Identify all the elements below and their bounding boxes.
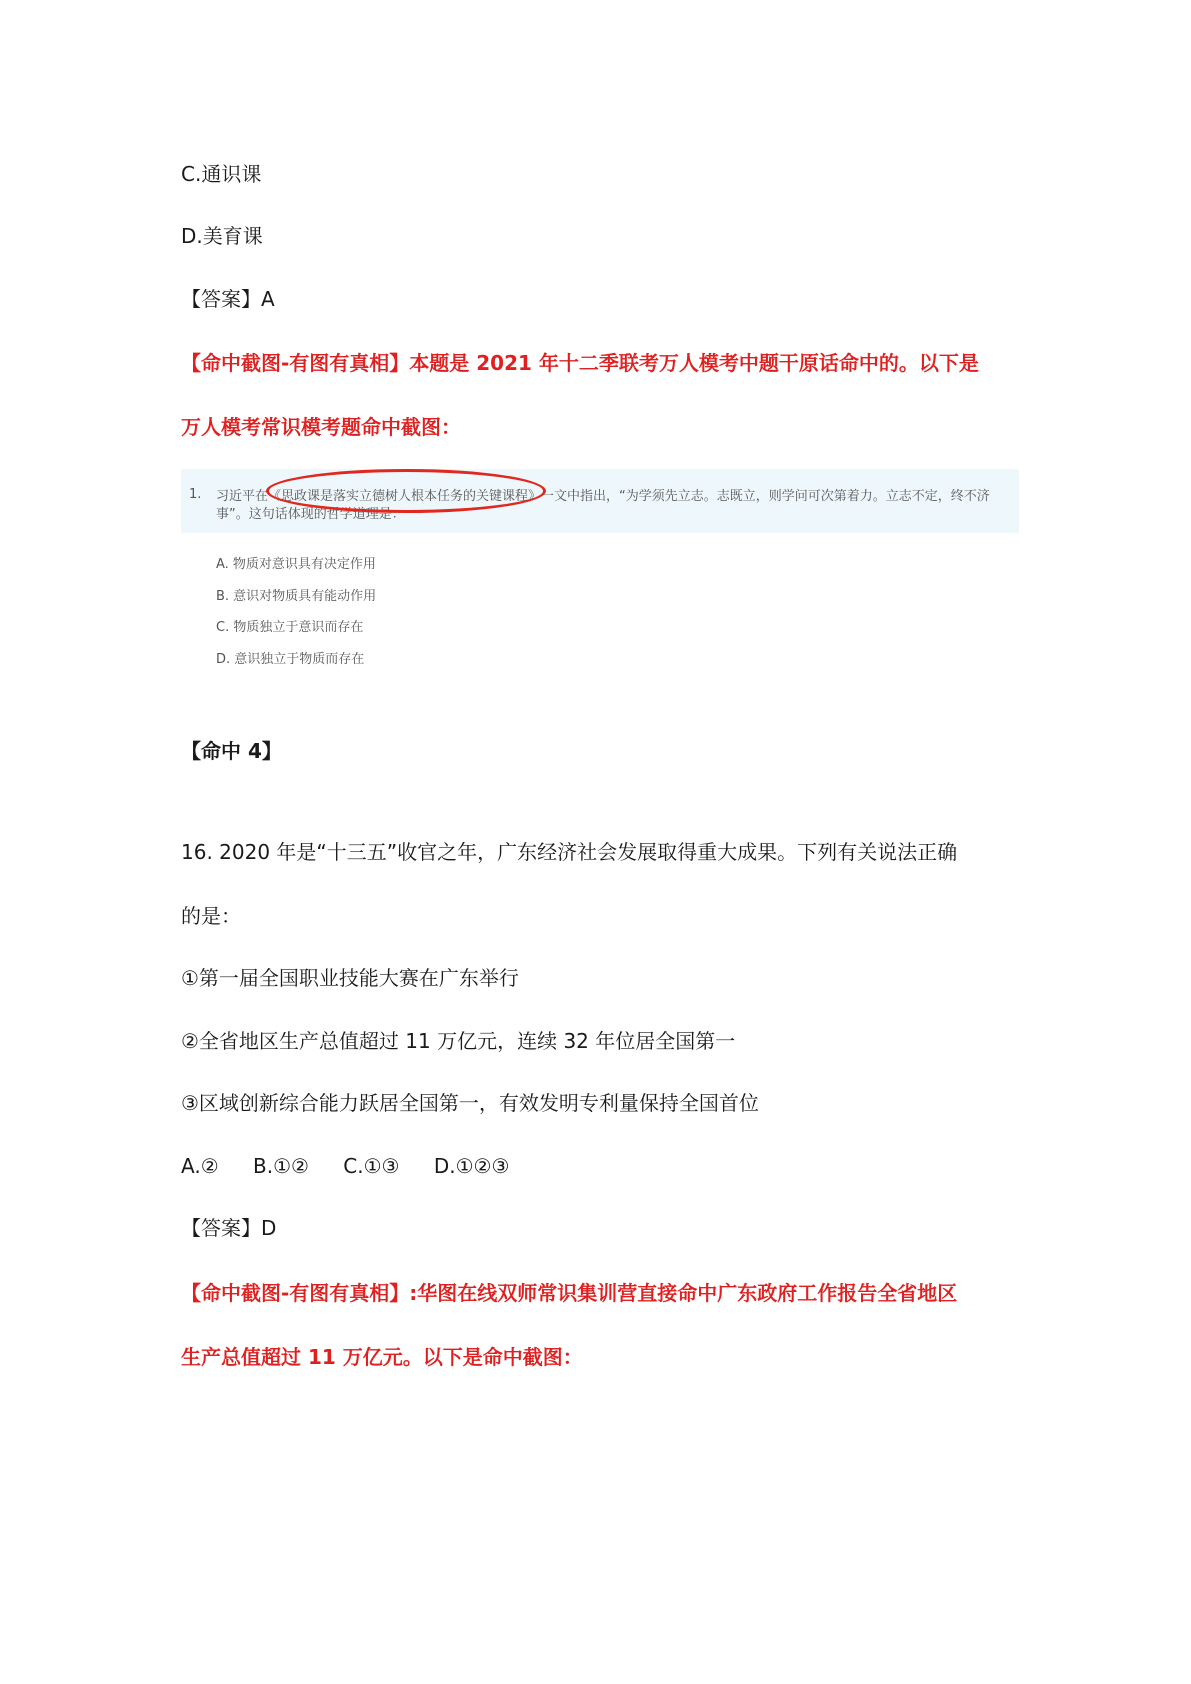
q16-hit-note-line-1: 【命中截图-有图有真相】:华图在线双师常识集训营直接命中广东政府工作报告全省地区 <box>181 1281 958 1305</box>
hit-note-line-1: 【命中截图-有图有真相】本题是 2021 年十二季联考万人模考中题干原话命中的。以下是 <box>181 351 979 375</box>
quiz-option-a: A. 物质对意识具有决定作用 <box>216 557 376 572</box>
q16-answer: 【答案】D <box>181 1216 277 1240</box>
quiz-option-d: D. 意识独立于物质而存在 <box>216 652 365 667</box>
q16-option-a: A.② <box>181 1154 219 1178</box>
answer-line: 【答案】A <box>181 287 275 311</box>
option-c: C.通识课 <box>181 162 262 186</box>
option-d: D.美育课 <box>181 224 263 248</box>
q16-stem-line-1: 16. 2020 年是“十三五”收官之年，广东经济社会发展取得重大成果。下列有关说法正确 <box>181 840 958 864</box>
q16-item-2: ②全省地区生产总值超过 11 万亿元，连续 32 年位居全国第一 <box>181 1029 736 1053</box>
q16-item-1: ①第一届全国职业技能大赛在广东举行 <box>181 966 519 990</box>
q16-hit-note-line-2: 生产总值超过 11 万亿元。以下是命中截图： <box>181 1345 583 1369</box>
q16-item-3: ③区域创新综合能力跃居全国第一，有效发明专利量保持全国首位 <box>181 1091 759 1115</box>
q16-options <box>181 1152 537 1180</box>
q16-stem-line-2: 的是： <box>181 904 241 928</box>
quiz-stem-line-2: 事”。这句话体现的哲学道理是： <box>216 507 405 522</box>
q16-option-d: D.①②③ <box>433 1154 510 1178</box>
embedded-quiz-screenshot <box>181 469 1019 533</box>
red-circle-highlight <box>266 469 546 513</box>
hit-note-line-2: 万人模考常识模考题命中截图： <box>181 415 461 439</box>
q16-option-b: B.①② <box>252 1154 309 1178</box>
section-title: 【命中 4】 <box>181 739 282 763</box>
quiz-stem-line-1: 习近平在《思政课是落实立德树人根本任务的关键课程》一文中指出，“为学须先立志。志既立，则学问可次第着力。立志不定，终不济 <box>216 489 990 504</box>
quiz-option-b: B. 意识对物质具有能动作用 <box>216 589 377 604</box>
q16-option-c: C.①③ <box>343 1154 400 1178</box>
quiz-number: 1. <box>189 487 202 502</box>
quiz-option-c: C. 物质独立于意识而存在 <box>216 620 364 635</box>
